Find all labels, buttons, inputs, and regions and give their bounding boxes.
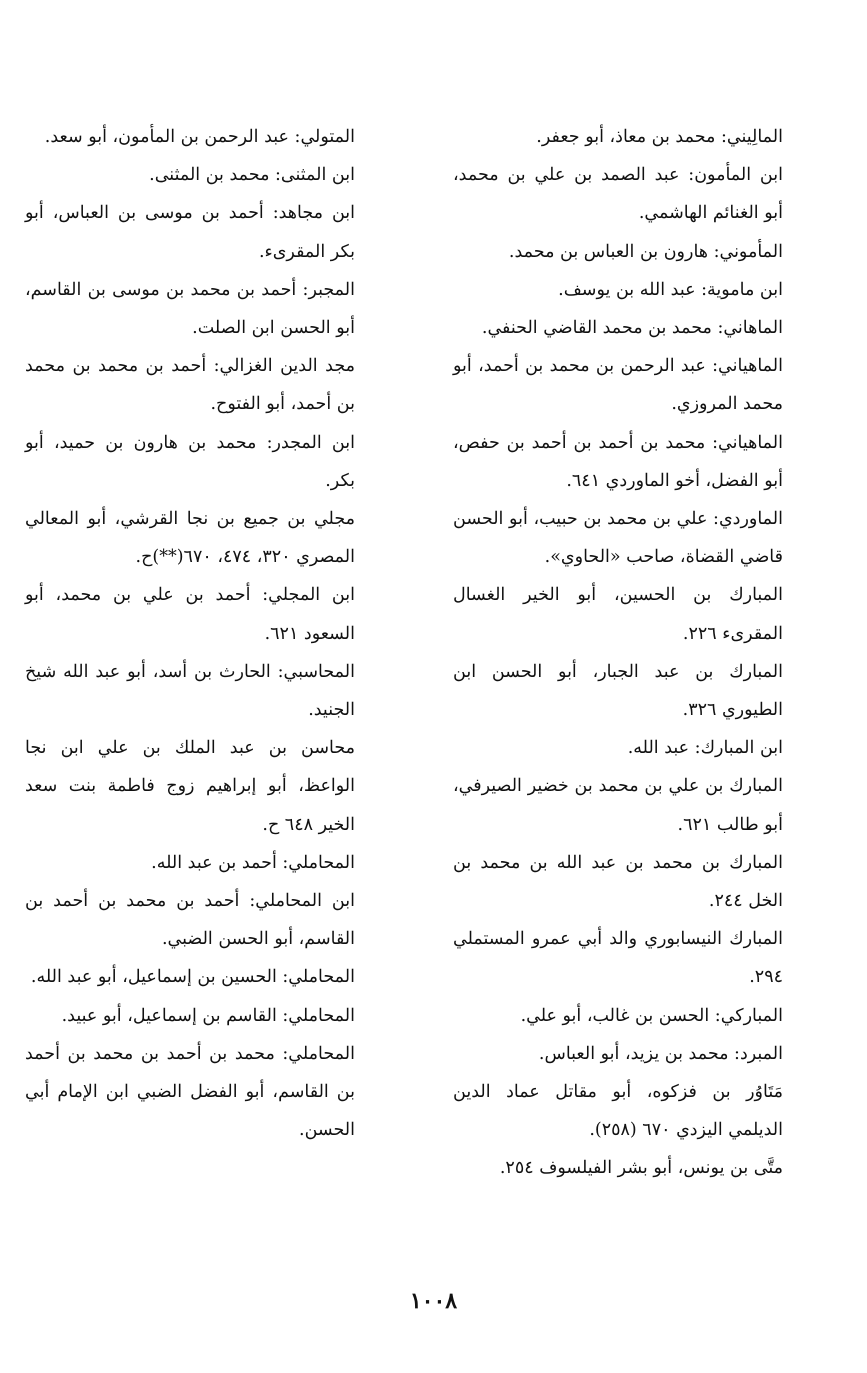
index-entry: المبارك النيسابوري والد أبي عمرو المستملي ٢٩٤. <box>453 929 783 988</box>
index-entry: الماهياني: عبد الرحمن بن محمد بن أحمد، أبو محمد المروزي. <box>453 356 783 415</box>
index-entry: الماهياني: محمد بن أحمد بن أحمد بن حفص، أبو الفضل، أخو الماوردي ٦٤١. <box>453 432 783 491</box>
index-entry: مجد الدين الغزالي: أحمد بن محمد بن محمد بن أحمد، أبو الفتوح. <box>25 356 355 415</box>
index-entry: المالِيني: محمد بن معاذ، أبو جعفر. <box>536 127 783 147</box>
index-entry: محاسن بن عبد الملك بن علي ابن نجا الواعظ، أبو إبراهيم زوج فاطمة بنت سعد الخير ٦٤٨ ح. <box>25 738 355 835</box>
index-entry: المبارك بن علي بن محمد بن خضير الصيرفي، أبو طالب ٦٢١. <box>453 776 783 835</box>
index-entry: ابن المبارك: عبد الله. <box>627 738 783 759</box>
index-entry: المتولي: عبد الرحمن بن المأمون، أبو سعد. <box>44 127 355 147</box>
index-entry: الماهاني: محمد بن محمد القاضي الحنفي. <box>481 318 783 339</box>
index-column-right <box>453 118 783 1188</box>
index-entry: المباركي: الحسن بن غالب، أبو علي. <box>520 1005 783 1026</box>
index-entry: مجلي بن جميع بن نجا القرشي، أبو المعالي المصري ٣٢٠، ٤٧٤، ٦٧٠(**)ح. <box>25 509 355 568</box>
index-entry: ابن المجدر: محمد بن هارون بن حميد، أبو بكر. <box>25 432 355 491</box>
index-entry: المبرد: محمد بن يزيد، أبو العباس. <box>538 1043 783 1064</box>
index-entry: المبارك بن عبد الجبار، أبو الحسن ابن الطيوري ٣٢٦. <box>453 661 783 721</box>
index-entry: المأموني: هارون بن العباس بن محمد. <box>508 241 783 262</box>
index-entry: المحاملي: الحسين بن إسماعيل، أبو عبد الله. <box>30 967 355 988</box>
index-entry: الماوردي: علي بن محمد بن حبيب، أبو الحسن قاضي القضاة، صاحب «الحاوي». <box>453 509 783 568</box>
index-entry: المجبر: أحمد بن محمد بن موسى بن القاسم، أبو الحسن ابن الصلت. <box>25 279 355 339</box>
index-entry: المحاملي: القاسم بن إسماعيل، أبو عبيد. <box>61 1005 355 1026</box>
index-entry: المبارك بن محمد بن عبد الله بن محمد بن الخل ٢٤٤. <box>453 852 783 912</box>
index-entry: ابن المحاملي: أحمد بن محمد بن أحمد بن القاسم، أبو الحسن الضبي. <box>25 891 355 950</box>
index-entry: المبارك بن الحسين، أبو الخير الغسال المقرىء ٢٢٦. <box>453 585 783 644</box>
index-entry: ابن ماموية: عبد الله بن يوسف. <box>558 279 783 300</box>
index-entry: ابن مجاهد: أحمد بن موسى بن العباس، أبو بكر المقرىء. <box>25 203 355 262</box>
index-entry: المحاسبي: الحارث بن أسد، أبو عبد الله شيخ الجنيد. <box>25 661 355 721</box>
index-entry: ابن المثنى: محمد بن المثنى. <box>149 165 355 186</box>
index-entry: ابن المجلي: أحمد بن علي بن محمد، أبو السعود ٦٢١. <box>25 585 355 644</box>
index-column-left <box>25 118 355 1149</box>
index-entry: المحاملي: أحمد بن عبد الله. <box>151 852 355 873</box>
index-entry: ابن المأمون: عبد الصمد بن علي بن محمد، أبو الغنائم الهاشمي. <box>453 165 783 224</box>
index-entry: متَّى بن يونس، أبو بشر الفيلسوف ٢٥٤. <box>499 1158 783 1179</box>
page-number: ١٠٠٨ <box>409 1288 458 1314</box>
index-entry: المحاملي: محمد بن أحمد بن محمد بن أحمد بن القاسم، أبو الفضل الضبي ابن الإمام أبي الحسن. <box>25 1043 355 1141</box>
index-entry: مَتَاوُر بن فزكوه، أبو مقاتل عماد الدين الديلمي اليزدي ٦٧٠ (٢٥٨). <box>453 1082 783 1141</box>
